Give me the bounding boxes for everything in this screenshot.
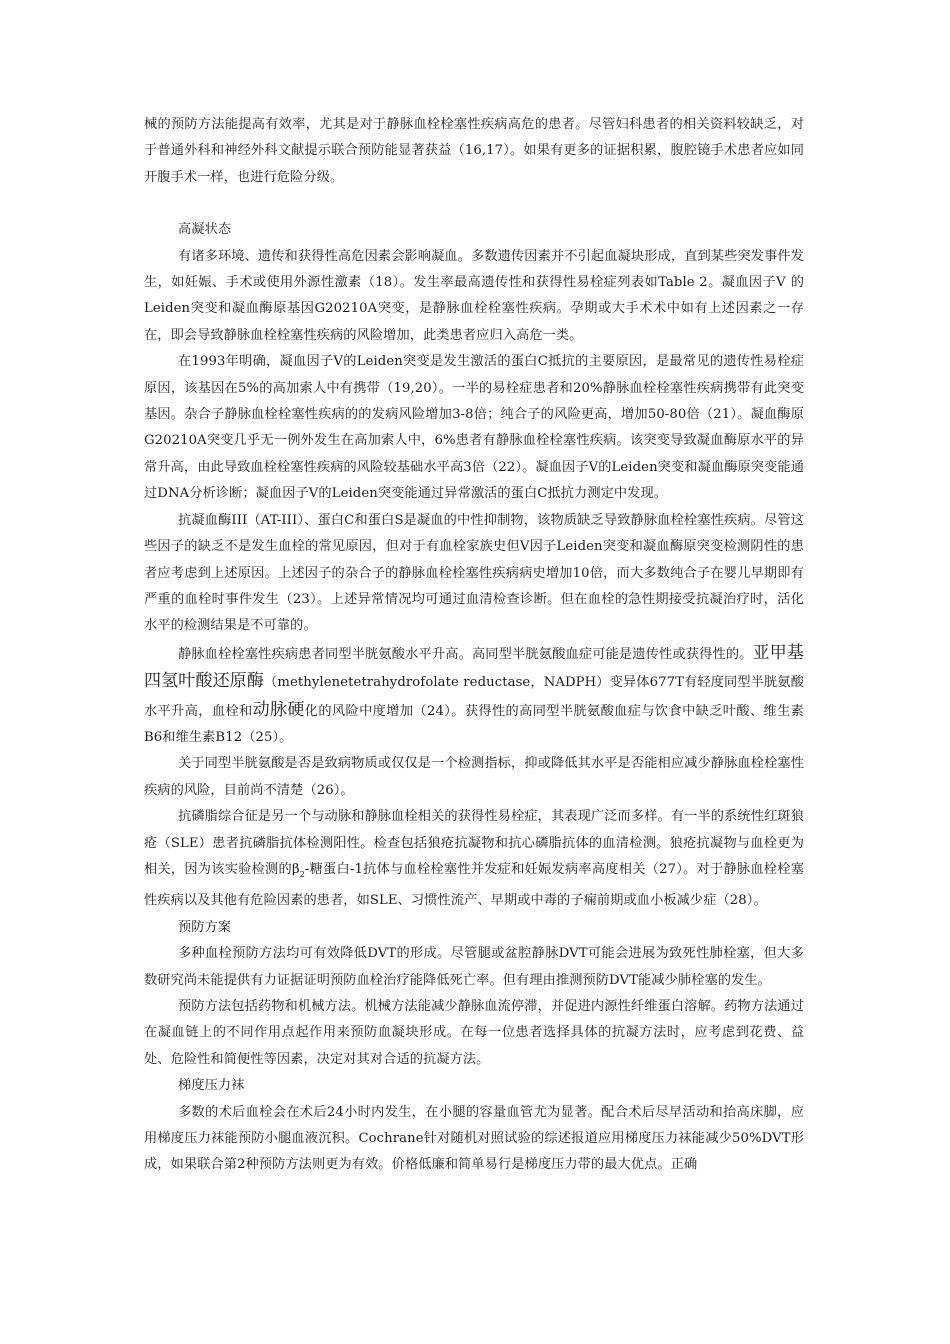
antiphospholipid-text-b: -糖蛋白-1抗体与血栓栓塞性并发症和妊娠发病率高度相关（27）。对于静脉血栓栓塞性疾病以及其他有危险因素的患者，如SLE、习惯性流产、早期或中毒的子痫前期或血小板减少症（28）。 <box>144 861 804 909</box>
paragraph-prevention-methods-dvt: 多种血栓预防方法均可有效降低DVT的形成。尽管腿或盆腔静脉DVT可能会进展为致死性肺栓塞，但大多数研究尚未能提供有力证据证明预防血栓治疗能降低死亡率。但有理由推测预防DVT能减少肺栓塞的发生。 <box>144 946 804 988</box>
paragraph-antithrombin: 抗凝血酶III（AT-III）、蛋白C和蛋白S是凝血的中性抑制物，该物质缺乏导致静脉血栓栓塞性疾病。尽管这些因子的缺乏不是发生血栓的常见原因，但对于有血栓家族史但Ⅴ因子Leiden突变和凝血酶原突变检测阴性的患者应考虑到上述原因。上述因子的杂合子的静脉血栓栓塞性疾病病史增加10倍，而大多数纯合子在婴儿早期即有严重的血栓时事件发生（23）。上述异常情况均可通过血清检查诊断。但在血栓的急性期接受抗凝治疗时，活化水平的检测结果是不可靠的。 <box>144 512 804 634</box>
homocysteine-text-b: （methylenetetrahydrofolate reductase，NADPH）变异体677T有轻度同型半胱氨酸水平升高，血栓和 <box>144 675 804 719</box>
section-heading-compression-stockings: 梯度压力袜 <box>178 1078 245 1094</box>
paragraph-risk-factors: 有诸多环境、遗传和获得性高危因素会影响凝血。多数遗传因素并不引起血凝块形成，直到某些突发事件发生，如妊娠、手术或使用外源性激素（18）。发生率最高遗传性和获得性易栓症列表如Table 2。凝血因子Ⅴ 的Leiden突变和凝血酶原基因G20210A突变，是静脉血栓栓塞性疾病。孕期或大手术术中如有上述因素之一存在，即会导致静脉血栓栓塞性疾病的风险增加，此类患者应归入高危一类。 <box>144 248 804 343</box>
homocysteine-text-c: 化的风险中度增加（24）。获得性的高同型半胱氨酸血症与饮食中缺乏叶酸、维生素B6和维生素B12（25）。 <box>144 703 804 745</box>
section-heading-prevention-plan: 预防方案 <box>178 919 232 935</box>
document-page <box>144 112 804 1179</box>
paragraph-antiphospholipid <box>144 804 804 915</box>
section-heading-hypercoagulable: 高凝状态 <box>178 222 232 238</box>
homocysteine-enlarged-term-2: 动脉硬 <box>252 699 305 720</box>
homocysteine-enlarged-term-1: 亚甲基四氢叶酸还原酶 <box>144 642 804 692</box>
paragraph-prevention-efficacy: 械的预防方法能提高有效率，尤其是对于静脉血栓栓塞性疾病高危的患者。尽管妇科患者的相关资料较缺乏，对于普通外科和神经外科文献提示联合预防能显著获益（16,17）。如果有更多的证据积累，腹腔镜手术患者应如同开腹手术一样，也进行危险分级。 <box>144 117 804 185</box>
antiphospholipid-text-a: 抗磷脂综合征是另一个与动脉和静脉血栓相关的获得性易栓症，其表现广泛而多样。有一半的系统性红斑狼疮（SLE）患者抗磷脂抗体检测阳性。检查包括狼疮抗凝物和抗心磷脂抗体的血清检测。狼疮抗凝物与血栓更为相关，因为该实验检测的β <box>144 809 804 877</box>
paragraph-homocysteine <box>144 640 804 752</box>
beta-subscript: 2 <box>299 869 305 879</box>
paragraph-factor-v-leiden: 在1993年明确，凝血因子Ⅴ的Leiden突变是发生激活的蛋白C抵抗的主要原因，是最常见的遗传性易栓症原因，该基因在5%的高加索人中有携带（19,20）。一半的易栓症患者和20%静脉血栓栓塞性疾病携带有此突变基因。杂合子静脉血栓栓塞性疾病的的发病风险增加3-8倍；纯合子的风险更高，增加50-80倍（21）。凝血酶原G20210A突变几乎无一例外发生在高加索人中，6%患者有静脉血栓栓塞性疾病。该突变导致凝血酶原水平的异常升高，由此导致血栓栓塞性疾病的风险较基础水平高3倍（22）。凝血因子Ⅴ的Leiden突变和凝血酶原突变能通过DNA分析诊断；凝血因子Ⅴ的Leiden突变能通过异常激活的蛋白C抵抗力测定中发现。 <box>144 354 804 502</box>
paragraph-homocysteine-uncertainty: 关于同型半胱氨酸是否是致病物质或仅仅是一个检测指标，抑或降低其水平是否能相应减少静脉血栓栓塞性疾病的风险，目前尚不清楚（26）。 <box>144 756 804 798</box>
homocysteine-text-a: 静脉血栓栓塞性疾病患者同型半胱氨酸水平升高。高同型半胱氨酸血症可能是遗传性或获得性的。 <box>178 646 753 662</box>
paragraph-drug-mechanical: 预防方法包括药物和机械方法。机械方法能减少静脉血流停滞，并促进内源性纤维蛋白溶解。药物方法通过在凝血链上的不同作用点起作用来预防血凝块形成。在每一位患者选择具体的抗凝方法时，应考虑到花费、益处、危险性和简便性等因素，决定对其对合适的抗凝方法。 <box>144 999 804 1067</box>
paragraph-compression-stockings: 多数的术后血栓会在术后24小时内发生，在小腿的容量血管尤为显著。配合术后尽早活动和抬高床脚，应用梯度压力袜能预防小腿血液沉积。Cochrane针对随机对照试验的综述报道应用梯度压力袜能减少50%DVT形成，如果联合第2种预防方法则更为有效。价格低廉和简单易行是梯度压力带的最大优点。正确 <box>144 1104 804 1173</box>
